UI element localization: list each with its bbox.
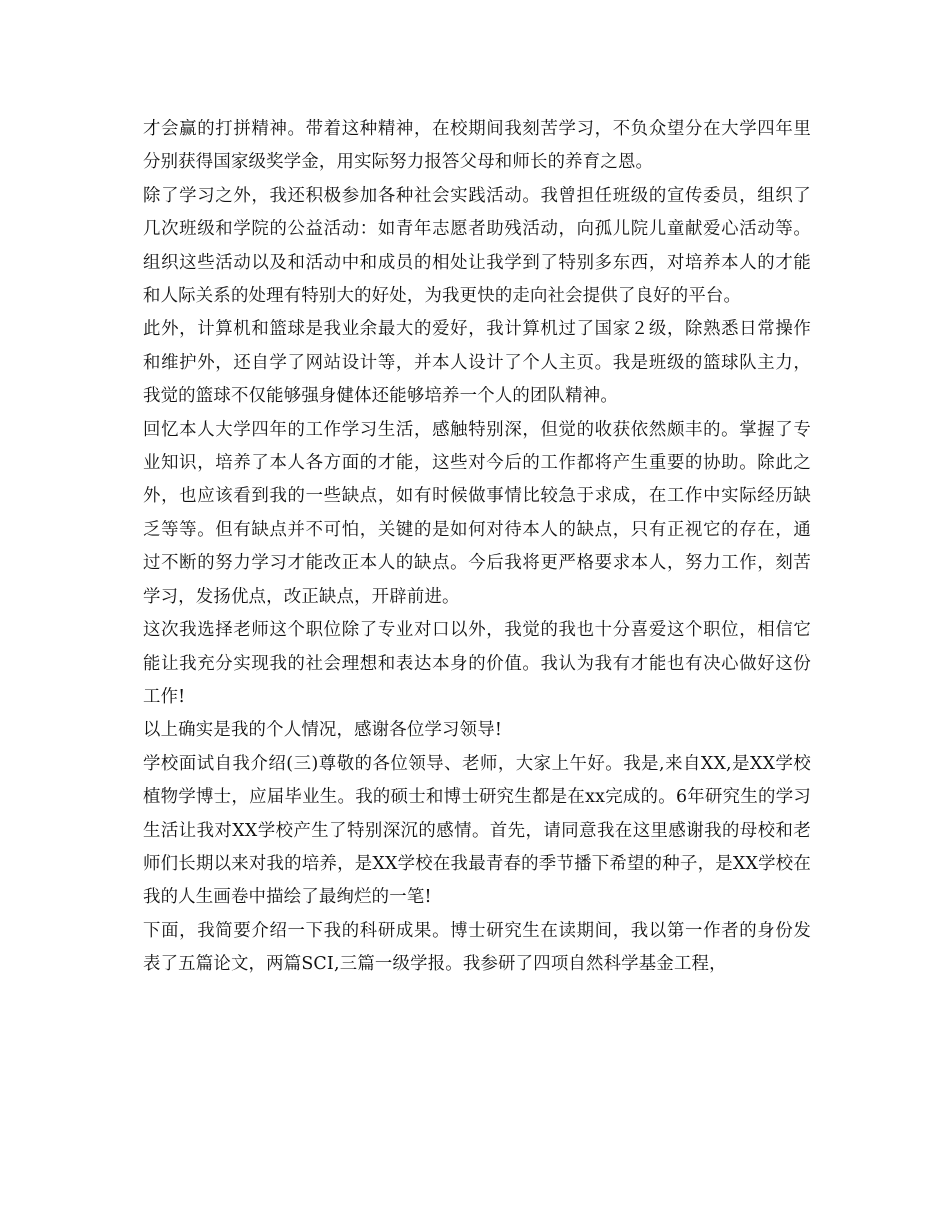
paragraph-1: 才会赢的打拼精神。带着这种精神，在校期间我刻苦学习，不负众望分在大学四年里分别获得国家级奖学金，用实际努力报答父母和师长的养育之恩。 <box>143 119 811 173</box>
paragraph-4: 回忆本人大学四年的工作学习生活，感触特别深，但觉的收获依然颇丰的。掌握了专业知识，培养了本人各方面的才能，这些对今后的工作都将产生重要的协助。除此之外，也应该看到我的一些缺点，如有时候做事情比较急于求成，在工作中实际经历缺乏等等。但有缺点并不可怕，关键的是如何对待本人的缺点，只有正视它的存在，通过不断的努力学习才能改正本人的缺点。今后我将更严格要求本人，努力工作，刻苦学习，发扬优点，改正缺点，开辟前进。 <box>143 419 811 607</box>
paragraph-2: 除了学习之外，我还积极参加各种社会实践活动。我曾担任班级的宣传委员，组织了几次班级和学院的公益活动：如青年志愿者助残活动，向孤儿院儿童献爱心活动等。组织这些活动以及和活动中和成员的相处让我学到了特别多东西，对培养本人的才能和人际关系的处理有特别大的好处，为我更快的走向社会提供了良好的平台。 <box>143 185 811 307</box>
document-body <box>143 113 811 982</box>
paragraph-8: 下面，我简要介绍一下我的科研成果。博士研究生在读期间，我以第一作者的身份发表了五篇论文，两篇SCI,三篇一级学报。我参研了四项自然科学基金工程， <box>143 920 811 975</box>
paragraph-5: 这次我选择老师这个职位除了专业对口以外，我觉的我也十分喜爱这个职位，相信它能让我充分实现我的社会理想和表达本身的价值。我认为我有才能也有决心做好这份工作! <box>143 620 811 707</box>
paragraph-3: 此外，计算机和篮球是我业余最大的爱好，我计算机过了国家２级，除熟悉日常操作和维护外，还自学了网站设计等，并本人设计了个人主页。我是班级的篮球队主力，我觉的篮球不仅能够强身健体还能够培养一个人的团队精神。 <box>143 319 811 407</box>
paragraph-6: 以上确实是我的个人情况，感谢各位学习领导! <box>143 720 503 741</box>
paragraph-7: 学校面试自我介绍(三)尊敬的各位领导、老师，大家上午好。我是,来自XX,是XX学校植物学博士，应届毕业生。我的硕士和博士研究生都是在xx完成的。6年研究生的学习生活让我对XX学校产生了特别深沉的感情。首先，请同意我在这里感谢我的母校和老师们长期以来对我的培养，是XX学校在我最青春的季节播下希望的种子，是XX学校在我的人生画卷中描绘了最绚烂的一笔! <box>143 753 811 908</box>
